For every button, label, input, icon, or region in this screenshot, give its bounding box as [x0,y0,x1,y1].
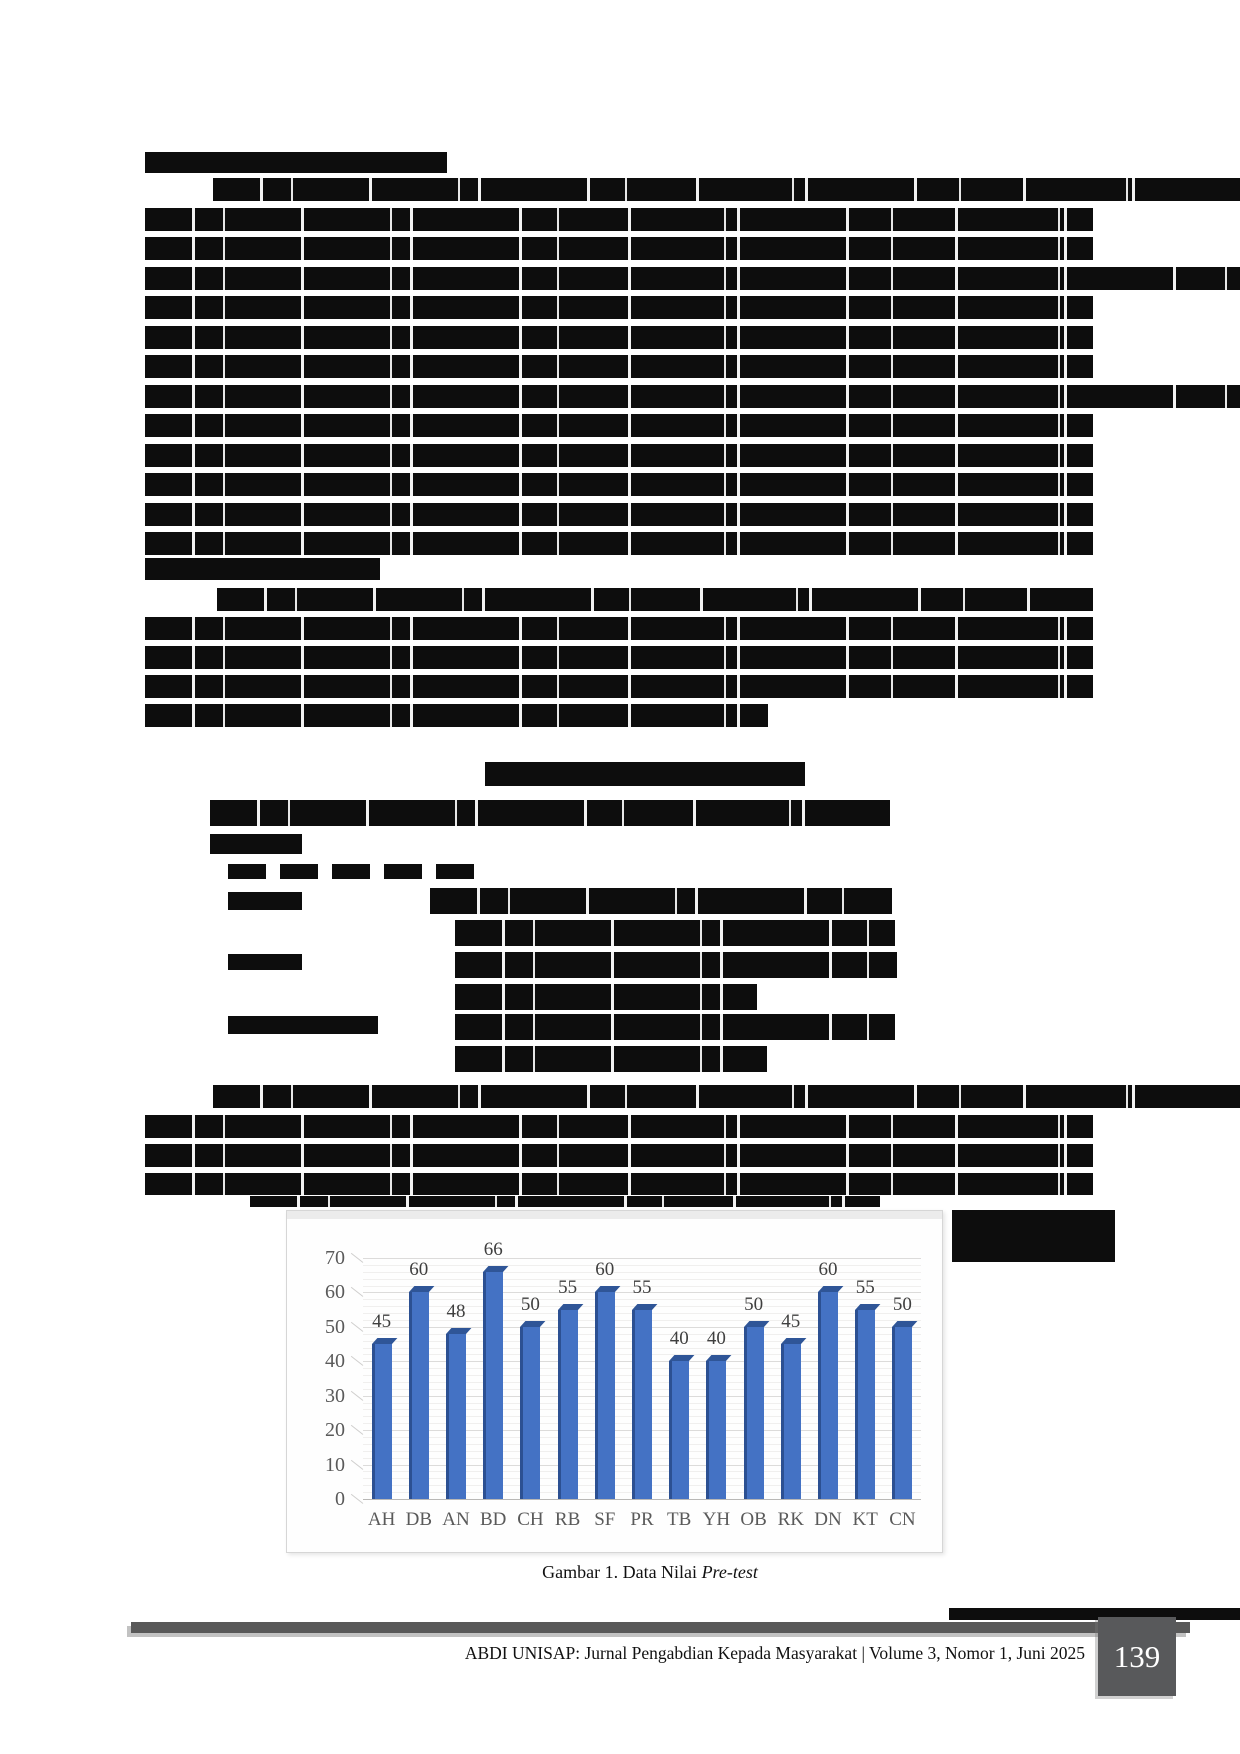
y-axis-label: 10 [325,1453,345,1476]
x-axis-label: CH [517,1509,544,1530]
bar-value-label: 60 [595,1259,615,1281]
y-axis-label: 70 [325,1247,345,1269]
y-axis-label: 20 [325,1419,345,1442]
bar-AH [372,1344,392,1499]
redacted-text-bar [430,888,892,914]
bar-DB [409,1292,429,1499]
redacted-text-bar [145,355,1093,378]
y-axis-label: 30 [325,1384,345,1407]
x-axis-label: PR [630,1509,654,1530]
redacted-text-bar [280,864,318,879]
redacted-text-bar [213,1085,1240,1108]
axis-depth-hatch [351,1391,363,1401]
x-axis-label: RB [554,1509,581,1530]
redacted-text-bar [210,800,890,826]
x-axis-label: TB [667,1509,692,1530]
redacted-text-bar [455,952,897,978]
x-axis-label: OB [740,1509,767,1530]
redacted-text-bar [485,762,805,786]
redacted-text-bar [145,1173,1093,1195]
bar-value-label: 45 [372,1311,392,1333]
x-axis-label: SF [594,1509,616,1530]
chart-plot-area [363,1238,921,1499]
y-axis-label: 40 [325,1350,345,1373]
redacted-text-bar [145,296,1093,319]
major-gridline [363,1499,921,1500]
bar-RB [558,1310,578,1499]
redacted-text-bar [145,704,768,727]
axis-depth-hatch [351,1425,363,1435]
redacted-text-bar [145,617,1093,640]
axis-depth-hatch [351,1494,363,1504]
bar-value-label: 60 [409,1259,429,1281]
redacted-text-bar [145,503,1093,526]
redacted-text-bar [436,864,474,879]
bar-OB [744,1327,764,1499]
x-axis-label: BD [479,1509,507,1530]
pretest-bar-chart [286,1210,943,1553]
bar-value-label: 50 [892,1293,912,1315]
bar-value-label: 50 [744,1293,764,1315]
redacted-text-bar [145,326,1093,349]
y-axis-label: 0 [335,1488,345,1510]
chart-frame-strip [287,1211,942,1219]
bar-DN [818,1292,838,1499]
bar-YH [706,1361,726,1499]
bar-CN [892,1327,912,1499]
bar-TB [669,1361,689,1499]
bar-PR [632,1310,652,1499]
redacted-text-bar [455,920,895,946]
redacted-text-bar [145,675,1093,698]
bar-SF [595,1292,615,1499]
footer-divider-rule [131,1622,1190,1633]
bar-value-label: 40 [669,1328,689,1350]
redacted-text-bar [145,385,1240,408]
x-axis-label: RK [777,1509,804,1530]
bar-value-label: 60 [818,1259,838,1281]
redacted-text-bar [228,1016,378,1034]
figure-caption-italic: Pre-test [701,1562,758,1582]
bar-BD [483,1272,503,1499]
redacted-text-bar [145,646,1093,669]
y-axis-label: 60 [325,1281,345,1304]
figure-caption-prefix: Gambar 1. Data Nilai [542,1562,702,1582]
redacted-text-bar [145,444,1093,467]
redacted-text-bar [455,1046,767,1072]
redacted-text-bar [145,152,447,173]
bar-value-label: 45 [781,1311,801,1333]
bar-value-label: 55 [558,1276,578,1298]
redacted-text-bar [384,864,422,879]
bar-KT [855,1310,875,1499]
journal-footer-line: ABDI UNISAP: Jurnal Pengabdian Kepada Masyarakat | Volume 3, Nomor 1, Juni 2025 [464,1643,1085,1663]
redacted-text-bar [455,984,757,1010]
redacted-text-bar [250,1196,880,1207]
redacted-text-bar [145,558,380,580]
redacted-text-bar [952,1210,1115,1262]
axis-depth-hatch [351,1459,363,1469]
redacted-text-bar [145,1144,1093,1167]
redacted-text-bar [228,864,266,879]
bar-value-label: 66 [483,1238,503,1260]
redacted-text-bar [455,1014,895,1040]
axis-depth-hatch [351,1356,363,1366]
redacted-text-bar [145,237,1093,260]
x-axis-label: CN [889,1509,916,1530]
bar-value-label: 55 [855,1276,875,1298]
page-number: 139 [1113,1638,1161,1674]
x-axis-label: DN [814,1509,842,1530]
redacted-text-bar [145,208,1093,231]
bar-value-label: 55 [632,1276,652,1298]
redacted-text-bar [145,473,1093,496]
redacted-text-bar [145,532,1093,555]
redacted-text-bar [145,414,1093,437]
redacted-text-bar [228,954,302,970]
x-axis-label: DB [405,1509,432,1530]
figure-caption [60,1562,1240,1583]
redacted-text-bar [332,864,370,879]
redacted-text-bar [217,588,1093,611]
bar-value-label: 40 [706,1328,726,1350]
redacted-text-bar [213,178,1240,201]
axis-depth-hatch [351,1253,363,1263]
x-axis-label: AH [367,1509,396,1530]
x-axis-label: AN [442,1509,470,1530]
bar-AN [446,1334,466,1499]
x-axis-label: YH [702,1509,731,1530]
redacted-text-bar [210,834,302,854]
page-number-badge [1098,1617,1176,1696]
x-axis-label: KT [852,1509,878,1530]
redacted-text-bar [949,1608,1240,1620]
bar-RK [781,1344,801,1499]
redacted-text-bar [145,1115,1093,1138]
axis-depth-hatch [351,1287,363,1297]
redacted-text-bar [228,892,302,910]
y-axis-label: 50 [325,1315,345,1338]
bar-CH [520,1327,540,1499]
bar-value-label: 50 [520,1293,540,1315]
redacted-text-bar [145,267,1240,290]
bar-value-label: 48 [446,1300,466,1322]
